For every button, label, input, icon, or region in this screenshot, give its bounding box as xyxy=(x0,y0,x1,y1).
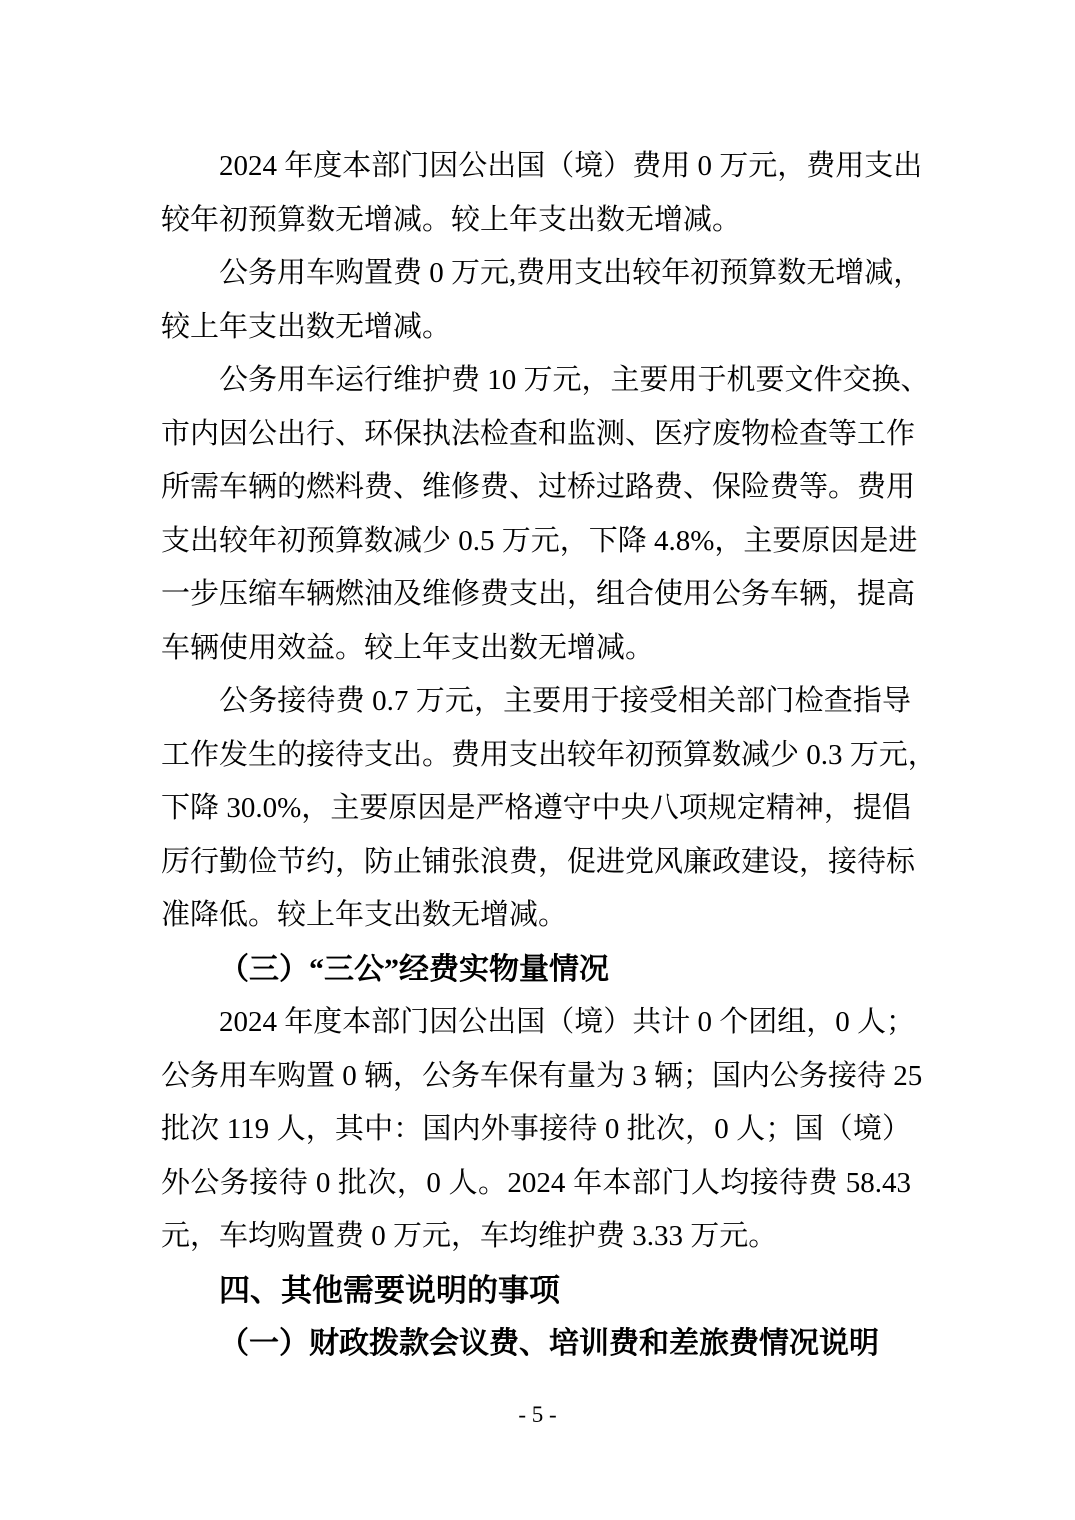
paragraph-official-reception-line-4: 厉行勤俭节约，防止铺张浪费，促进党风廉政建设，接待标 xyxy=(161,845,916,878)
paragraph-official-reception-line-1: 公务接待费 0.7 万元，主要用于接受相关部门检查指导 xyxy=(219,685,911,717)
paragraph-physical-quantities-line-1: 2024 年度本部门因公出国（境）共计 0 个团组，0 人； xyxy=(219,1006,916,1038)
paragraph-physical-quantities-line-4: 外公务接待 0 批次，0 人。2024 年本部门人均接待费 58.43 xyxy=(161,1166,911,1199)
page-number: - 5 - xyxy=(518,1402,557,1427)
heading-section-three-physical-quantities: （三）“三公”经费实物量情况 xyxy=(219,952,609,986)
paragraph-intl-travel-line-2: 较年初预算数无增减。较上年支出数无增减。 xyxy=(161,203,742,236)
paragraph-vehicle-maintenance-line-5: 一步压缩车辆燃油及维修费支出，组合使用公务车辆，提高 xyxy=(161,578,916,610)
paragraph-vehicle-purchase-line-2: 较上年支出数无增减。 xyxy=(161,310,452,343)
paragraph-physical-quantities-line-2: 公务用车购置 0 辆，公务车保有量为 3 辆；国内公务接待 25 xyxy=(161,1059,923,1092)
paragraph-vehicle-maintenance-line-6: 车辆使用效益。较上年支出数无增减。 xyxy=(161,631,655,664)
paragraph-official-reception-line-3: 下降 30.0%，主要原因是严格遵守中央八项规定精神，提倡 xyxy=(161,792,911,824)
paragraph-official-reception-line-5: 准降低。较上年支出数无增减。 xyxy=(161,899,568,931)
heading-section-four-other-matters: 四、其他需要说明的事项 xyxy=(219,1272,560,1308)
paragraph-vehicle-maintenance-line-3: 所需车辆的燃料费、维修费、过桥过路费、保险费等。费用 xyxy=(161,471,916,503)
paragraph-vehicle-purchase-line-1: 公务用车购置费 0 万元,费用支出较年初预算数无增减， xyxy=(219,257,923,289)
document-text-block xyxy=(161,140,937,1371)
paragraph-vehicle-maintenance-line-1: 公务用车运行维护费 10 万元，主要用于机要文件交换、 xyxy=(219,364,930,396)
paragraph-physical-quantities-line-5: 元，车均购置费 0 万元，车均维护费 3.33 万元。 xyxy=(161,1220,778,1252)
heading-subsection-one-fees-note: （一）财政拨款会议费、培训费和差旅费情况说明 xyxy=(219,1327,879,1360)
paragraph-official-reception-line-2: 工作发生的接待支出。费用支出较年初预算数减少 0.3 万元， xyxy=(161,738,937,771)
paragraph-vehicle-maintenance-line-4: 支出较年初预算数减少 0.5 万元，下降 4.8%，主要原因是进 xyxy=(161,524,918,557)
paragraph-physical-quantities-line-3: 批次 119 人，其中：国内外事接待 0 批次，0 人；国（境） xyxy=(161,1113,911,1145)
paragraph-vehicle-maintenance-line-2: 市内因公出行、环保执法检查和监测、医疗废物检查等工作 xyxy=(161,417,916,450)
paragraph-intl-travel-line-1: 2024 年度本部门因公出国（境）费用 0 万元，费用支出 xyxy=(219,150,923,182)
